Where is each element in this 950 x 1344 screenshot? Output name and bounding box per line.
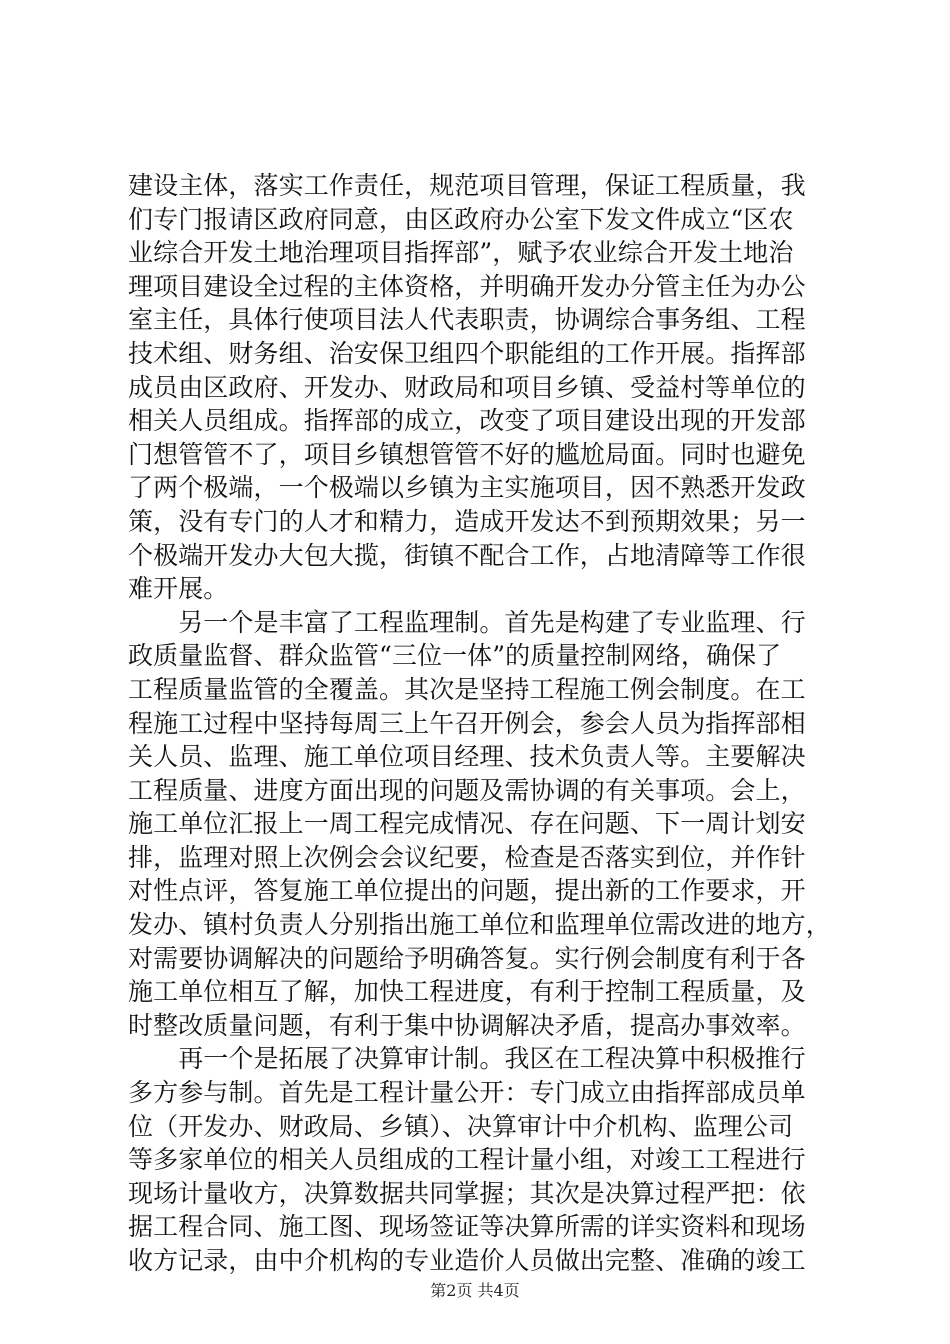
text-line: 对需要协调解决的问题给予明确答复。实行例会制度有利于各 bbox=[128, 943, 806, 973]
text-line: 建设主体，落实工作责任，规范项目管理，保证工程质量，我 bbox=[128, 171, 806, 200]
text-line: 个极端开发办大包大揽，街镇不配合工作，占地清障等工作很 bbox=[128, 540, 806, 570]
text-line: 室主任，具体行使项目法人代表职责，协调综合事务组、工程 bbox=[128, 305, 806, 335]
text-line: 策，没有专门的人才和精力，造成开发达不到预期效果；另一 bbox=[128, 506, 806, 536]
text-line: 位（开发办、财政局、乡镇）、决算审计中介机构、监理公司 bbox=[128, 1111, 794, 1141]
text-line: 们专门报请区政府同意，由区政府办公室下发文件成立“区农 bbox=[128, 204, 794, 234]
text-line: 等多家单位的相关人员组成的工程计量小组，对竣工工程进行 bbox=[128, 1145, 806, 1175]
text-line: 程施工过程中坚持每周三上午召开例会，参会人员为指挥部相 bbox=[128, 708, 806, 738]
text-line: 发办、镇村负责人分别指出施工单位和监理单位需改进的地方， bbox=[128, 910, 831, 940]
text-line: 现场计量收方，决算数据共同掌握；其次是决算过程严把：依 bbox=[128, 1178, 806, 1208]
text-line: 业综合开发土地治理项目指挥部”，赋予农业综合开发土地治 bbox=[128, 238, 794, 268]
text-line: 成员由区政府、开发办、财政局和项目乡镇、受益村等单位的 bbox=[128, 372, 806, 402]
text-line: 政质量监督、群众监管“三位一体”的质量控制网络，确保了 bbox=[128, 641, 782, 671]
text-line: 收方记录，由中介机构的专业造价人员做出完整、准确的竣工 bbox=[128, 1246, 806, 1275]
body-text bbox=[128, 169, 848, 1278]
page-footer bbox=[0, 1280, 950, 1302]
text-line: 难开展。 bbox=[128, 574, 229, 604]
text-line: 技术组、财务组、治安保卫组四个职能组的工作开展。指挥部 bbox=[128, 338, 806, 368]
text-line: 施工单位相互了解，加快工程进度，有利于控制工程质量，及 bbox=[128, 977, 806, 1007]
text-line: 另一个是丰富了工程监理制。首先是构建了专业监理、行 bbox=[128, 607, 806, 637]
text-line: 相关人员组成。指挥部的成立，改变了项目建设出现的开发部 bbox=[128, 406, 806, 436]
text-line: 对性点评，答复施工单位提出的问题，提出新的工作要求，开 bbox=[128, 876, 806, 906]
text-line: 理项目建设全过程的主体资格，并明确开发办分管主任为办公 bbox=[128, 271, 806, 301]
text-line: 了两个极端，一个极端以乡镇为主实施项目，因不熟悉开发政 bbox=[128, 473, 806, 503]
text-line: 门想管管不了，项目乡镇想管管不好的尴尬局面。同时也避免 bbox=[128, 439, 806, 469]
text-line: 再一个是拓展了决算审计制。我区在工程决算中积极推行 bbox=[128, 1044, 806, 1074]
text-line: 工程质量监管的全覆盖。其次是坚持工程施工例会制度。在工 bbox=[128, 674, 806, 704]
text-line: 排，监理对照上次例会会议纪要，检查是否落实到位，并作针 bbox=[128, 842, 806, 872]
text-line: 施工单位汇报上一周工程完成情况、存在问题、下一周计划安 bbox=[128, 809, 806, 839]
page-number-label: 第2页 共4页 bbox=[430, 1281, 520, 1300]
text-line: 关人员、监理、施工单位项目经理、技术负责人等。主要解决 bbox=[128, 742, 806, 772]
text-line: 时整改质量问题，有利于集中协调解决矛盾，提高办事效率。 bbox=[128, 1010, 806, 1040]
text-line: 多方参与制。首先是工程计量公开：专门成立由指挥部成员单 bbox=[128, 1078, 806, 1108]
text-line: 工程质量、进度方面出现的问题及需协调的有关事项。会上， bbox=[128, 775, 806, 805]
text-line: 据工程合同、施工图、现场签证等决算所需的详实资料和现场 bbox=[128, 1212, 806, 1242]
